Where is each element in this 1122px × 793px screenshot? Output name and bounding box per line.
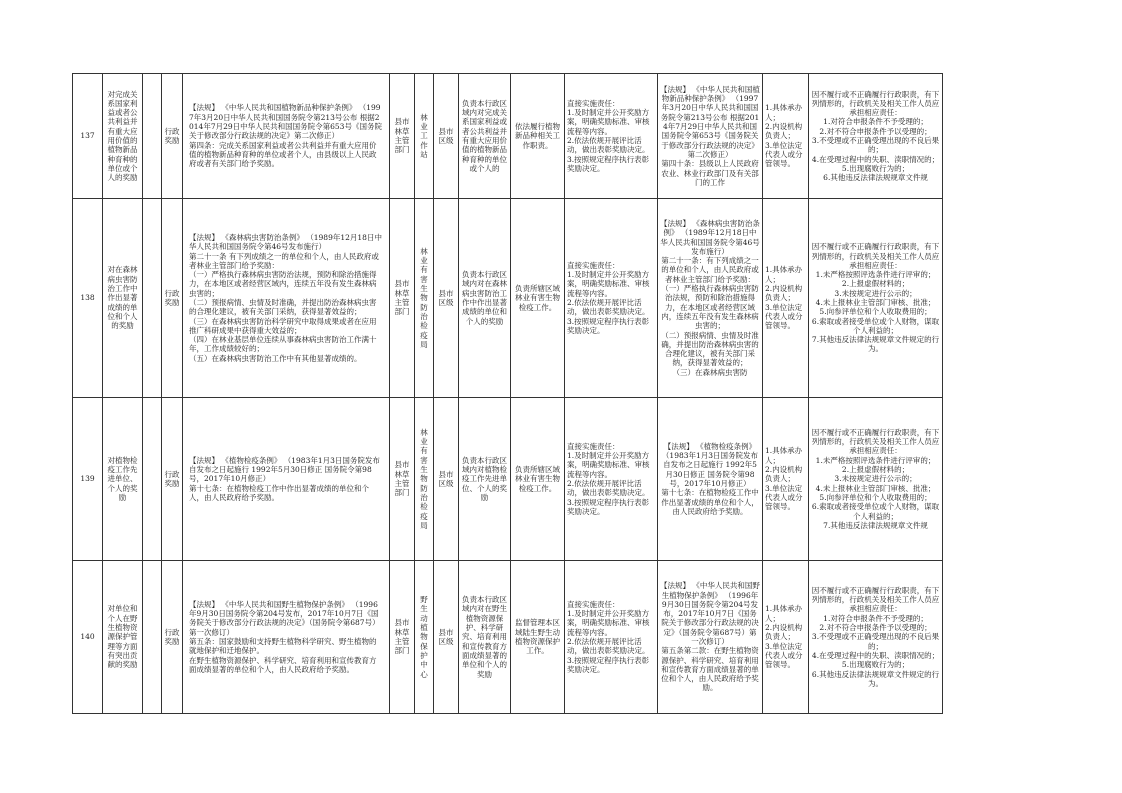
row-number-text: 140 (80, 632, 95, 642)
responsibility-basis (658, 74, 763, 199)
implementing-unit-text: 野生动植物保护中心 (420, 595, 428, 679)
legal-basis-text: 【法规】 《中华人民共和国植物新品种保护条例》 （1997年3月20日中华人民共和国国务院令第213号公布 根据2014年7月29日中华人民共和国国务院令第653号《国务院关于修改部分行政法规的决定》第二次修正） 第四条：完成关系国家利益或者公共利益并有重大应用价值的植物新品种育种的单位或者个人，由县级以上人民政府或者有关部门给予奖励。 (189, 103, 382, 169)
direct-responsibility (565, 398, 658, 561)
direct-responsibility-text: 直接实施责任： 1.及时制定并公开奖励方案，明确奖励标准、审核流程等内容。 2.依法依规开展评比活动，做出表彰奖励决定。 3.按照规定程序执行表彰奖励决定。 (567, 260, 650, 335)
responsible-subject-text: 1.具体承办人； 2.内设机构负责人； 3.单位法定代表人或分管领导。 (765, 604, 803, 670)
direct-responsibility (565, 561, 658, 714)
implementation-level (434, 74, 459, 199)
direct-responsibility (565, 199, 658, 398)
implementing-unit-text: 林业有害生物防治检疫局 (420, 427, 428, 530)
item-name (103, 199, 143, 398)
unit-duty-text: 负责所辖区域林业有害生物检疫工作。 (515, 284, 560, 312)
unit-duty-text: 依法履行植物新品种相关工作职责。 (515, 122, 560, 150)
row-number (73, 199, 103, 398)
accountability-situations-text: 因不履行或不正确履行行政职责，有下列情形的，行政机关及相关工作人员应承担相应责任： 1.未严格按照评选条件进行评审的； 2.上报虚假材料的； 3.未按规定进行公示的； 4.未上报林业主管部门审核、批准； 5.向参评单位和个人收取费用的； 6.索取或者接受单位或个人财物，谋取个人利益的； 7.其他违反法律法规规章文件规定的行为。 (811, 242, 940, 354)
item-name (103, 561, 143, 714)
responsibility-scope-text: 负责本行政区域内对在野生植物资源保护、科学研究、培育利用和宣传教育方面成绩显著的单位和个人的奖励 (462, 595, 507, 679)
implementing-unit-text: 林业工作站 (420, 112, 428, 159)
legal-basis (183, 561, 390, 714)
item-category-text: 行政奖励 (164, 627, 180, 646)
table-body (73, 74, 943, 714)
responsible-subject-text: 1.具体承办人； 2.内设机构负责人； 3.单位法定代表人或分管领导。 (765, 446, 803, 512)
item-name-text: 对单位和个人在野生植物资源保护管理等方面有突出贡献的奖励 (107, 604, 138, 670)
table-row (73, 74, 943, 199)
legal-basis-text: 【法规】 《森林病虫害防治条例》 （1989年12月18日中华人民共和国国务院令第46号发布施行） 第二十一条 有下列成绩之一的单位和个人，由人民政府或者林业主管部门给予奖励： （一）严格执行森林病虫害防治法规，预防和除治措施得力，在本地区或者经营区域内，连续五年没有发生森林病虫害的； （二）预报病情、虫情及时准确，并提出防治森林病虫害的合理化建议，被有关部门采纳，获得显著效益的； （三）在森林病虫害防治科学研究中取得成果或者在应用推广科研成果中获得重大效益的； （四）在林业基层单位连续从事森林病虫害防治工作满十年，工作成绩较好的； （五）在森林病虫害防治工作中有其他显著成绩的。 (189, 232, 382, 363)
direct-responsibility-text: 直接实施责任： 1.及时制定并公开奖励方案，明确奖励标准、审核流程等内容。 2.依法依规开展评比活动，做出表彰奖励决定。 3.按照规定程序执行表彰奖励决定。 (567, 441, 650, 516)
row-number (73, 398, 103, 561)
implementation-level (434, 398, 459, 561)
unit-duty (511, 199, 565, 398)
table-row (73, 199, 943, 398)
implementation-level-text: 县市区级 (438, 288, 454, 307)
unit-duty (511, 74, 565, 199)
empty-cell (143, 199, 162, 398)
responsibility-scope (459, 398, 511, 561)
implementing-unit (415, 561, 434, 714)
implementing-unit (415, 199, 434, 398)
responsibility-scope (459, 74, 511, 199)
legal-basis (183, 74, 390, 199)
legal-basis (183, 199, 390, 398)
legal-basis (183, 398, 390, 561)
implementing-department (390, 561, 415, 714)
implementing-department-text: 县市林草主管部门 (394, 117, 410, 155)
responsibility-scope (459, 561, 511, 714)
implementing-department-text: 县市林草主管部门 (394, 618, 410, 656)
item-category-text: 行政奖励 (164, 469, 180, 488)
row-number-text: 138 (80, 293, 95, 303)
responsibility-basis-text: 【法规】 《中华人民共和国植物新品种保护条例》 （1997年3月20日中华人民共和国国务院令第213号公布 根据2014年7月29日中华人民共和国国务院令第653号《国务院关于修改部分行政法规的决定》第二次修正） 第四十条：县级以上人民政府农业、林业行政部门及有关部门的工作 (660, 84, 760, 187)
row-number-text: 139 (80, 474, 95, 484)
item-category (162, 199, 183, 398)
responsible-subject (763, 561, 809, 714)
direct-responsibility (565, 74, 658, 199)
responsibility-basis (658, 561, 763, 714)
item-name-text: 对在森林病虫害防治工作中作出显著成绩的单位和个人的奖励 (107, 265, 138, 331)
item-category (162, 561, 183, 714)
implementing-unit (415, 398, 434, 561)
accountability-situations-text: 因不履行或不正确履行行政职责，有下列情形的，行政机关及相关工作人员应承担相应责任： 1.对符合申报条件不予受理的； 2.对不符合申报条件予以受理的； 3.不受理或不正确受理出现的不良后果的； 4.在受理过程中的失职、渎职情况的； 5.出现腐败行为的； 6.其他违反法律法规规章文件规定的行为。 (811, 585, 940, 688)
responsible-subject-text: 1.具体承办人； 2.内设机构负责人； 3.单位法定代表人或分管领导。 (765, 103, 803, 169)
item-name (103, 74, 143, 199)
implementing-department-text: 县市林草主管部门 (394, 460, 410, 498)
responsible-subject (763, 74, 809, 199)
responsibility-table (72, 73, 943, 714)
table-row (73, 398, 943, 561)
implementing-department (390, 74, 415, 199)
responsibility-basis-text: 【法规】 《植物检疫条例》 （1983年1月3日国务院发布 自发布之日起施行 1992年5月30日修正 国务院令第98号，2017年10月修正） 第十七条：在植物检疫工作中作出显著成绩的单位和个人，由人民政府给予奖励。 (661, 441, 759, 516)
responsibility-scope-text: 负责本行政区域内对植物检疫工作先进单位、个人的奖励 (462, 455, 507, 502)
accountability-situations-text: 因不履行或不正确履行行政职责，有下列情形的，行政机关及相关工作人员应承担相应责任： 1.对符合申报条件不予受理的； 2.对不符合申报条件予以受理的； 3.不受理或不正确受理出现的不良后果的； 4.在受理过程中的失职、渎职情况的； 5.出现腐败行为的； 6.其他违反法律法规规章文件规 (811, 89, 940, 183)
item-name (103, 398, 143, 561)
responsible-subject (763, 199, 809, 398)
empty-cell (143, 561, 162, 714)
implementation-level (434, 561, 459, 714)
empty-cell (143, 398, 162, 561)
implementing-department-text: 县市林草主管部门 (394, 279, 410, 317)
responsibility-basis-text: 【法规】 《中华人民共和国野生植物保护条例》 （1996年9月30日国务院令第204号发布，2017年10月7日《国务院关于修改部分行政法规的决定》（国务院令第687号）第一次修订） 第五条第二款：在野生植物资源保护、科学研究、培育利用和宣传教育方面成绩显著的单位和个人，由人民政府给予奖励。 (660, 581, 760, 693)
responsibility-scope-text: 负责本行政区域内对在森林病虫害防治工作中作出显著成绩的单位和个人的奖励 (462, 270, 507, 326)
implementation-level-text: 县市区级 (438, 126, 454, 145)
implementation-level (434, 199, 459, 398)
implementation-level-text: 县市区级 (438, 469, 454, 488)
unit-duty (511, 561, 565, 714)
implementing-unit (415, 74, 434, 199)
accountability-situations (809, 561, 943, 714)
legal-basis-text: 【法规】 《中华人民共和国野生植物保护条例》 （1996年9月30日国务院令第204号发布，2017年10月7日《国务院关于修改部分行政法规的决定》（国务院令第687号）第一次修订） 第五条：国家鼓励和支持野生植物科学研究、野生植物的就地保护和迁地保护。 在野生植物资源保护、科学研究、培育利用和宣传教育方面成绩显著的单位和个人，由人民政府给予奖励。 (189, 599, 380, 674)
responsibility-scope (459, 199, 511, 398)
implementation-level-text: 县市区级 (438, 627, 454, 646)
implementing-department (390, 199, 415, 398)
legal-basis-text: 【法规】 《植物检疫条例》 （1983年1月3日国务院发布 自发布之日起施行 1992年5月30日修正 国务院令第98号，2017年10月修正） 第十七条：在植物检疫工作中作出显著成绩的单位和个人，由人民政府给予奖励。 (189, 455, 380, 502)
table-row (73, 561, 943, 714)
unit-duty-text: 负责所辖区域林业有害生物检疫工作。 (515, 465, 560, 493)
unit-duty-text: 监督管理本区域陆生野生动植物资源保护工作。 (515, 618, 560, 656)
accountability-situations (809, 74, 943, 199)
unit-duty (511, 398, 565, 561)
responsible-subject (763, 398, 809, 561)
responsibility-basis (658, 199, 763, 398)
row-number (73, 561, 103, 714)
responsibility-basis-text: 【法规】 《森林病虫害防治条例》 （1989年12月18日中华人民共和国国务院令第46号发布施行） 第二十一条：有下列成绩之一的单位和个人，由人民政府或者林业主管部门给予奖励： （一）严格执行森林病虫害防治法规，预防和除治措施得力，在本地区或者经营区域内，连续五年没有发生森林病虫害的； （二）预报病情、虫情及时准确，并提出防治森林病虫害的合理化建议，被有关部门采纳，获得显著效益的； （三）在森林病虫害防 (660, 218, 760, 377)
empty-cell (143, 74, 162, 199)
item-category (162, 398, 183, 561)
accountability-situations-text: 因不履行或不正确履行行政职责，有下列情形的，行政机关及相关工作人员应承担相应责任： 1.未严格按照评选条件进行评审的； 2.上报虚假材料的； 3.未按规定进行公示的； 4.未上报林业主管部门审核、批准； 5.向参评单位和个人收取费用的； 6.索取或者接受单位或个人财物，谋取个人利益的； 7.其他违反法律法规规章文件规 (811, 427, 940, 530)
item-name-text: 对完成关系国家利益或者公共利益并有重大应用价值的植物新品种育种的单位或个人的奖励 (107, 89, 138, 183)
item-category (162, 74, 183, 199)
direct-responsibility-text: 直接实施责任： 1.及时制定并公开奖励方案，明确奖励标准、审核流程等内容。 2.依法依规开展评比活动，做出表彰奖励决定。 3.按照规定程序执行表彰奖励决定。 (567, 98, 650, 173)
accountability-situations (809, 199, 943, 398)
accountability-situations (809, 398, 943, 561)
responsible-subject-text: 1.具体承办人； 2.内设机构负责人； 3.单位法定代表人或分管领导。 (765, 265, 803, 331)
responsibility-basis (658, 398, 763, 561)
item-category-text: 行政奖励 (164, 288, 180, 307)
direct-responsibility-text: 直接实施责任： 1.及时制定并公开奖励方案，明确奖励标准、审核流程等内容。 2.依法依规开展评比活动，做出表彰奖励决定。 3.按照规定程序执行表彰奖励决定。 (567, 599, 650, 674)
item-category-text: 行政奖励 (164, 126, 180, 145)
row-number-text: 137 (80, 131, 95, 141)
item-name-text: 对植物检疫工作先进单位、个人的奖励 (107, 455, 138, 502)
row-number (73, 74, 103, 199)
implementing-department (390, 398, 415, 561)
implementing-unit-text: 林业有害生物防治检疫局 (420, 246, 428, 349)
responsibility-scope-text: 负责本行政区域内对完成关系国家利益或者公共利益并有重大应用价值的植物新品种育种的单位或个人的 (462, 98, 507, 173)
